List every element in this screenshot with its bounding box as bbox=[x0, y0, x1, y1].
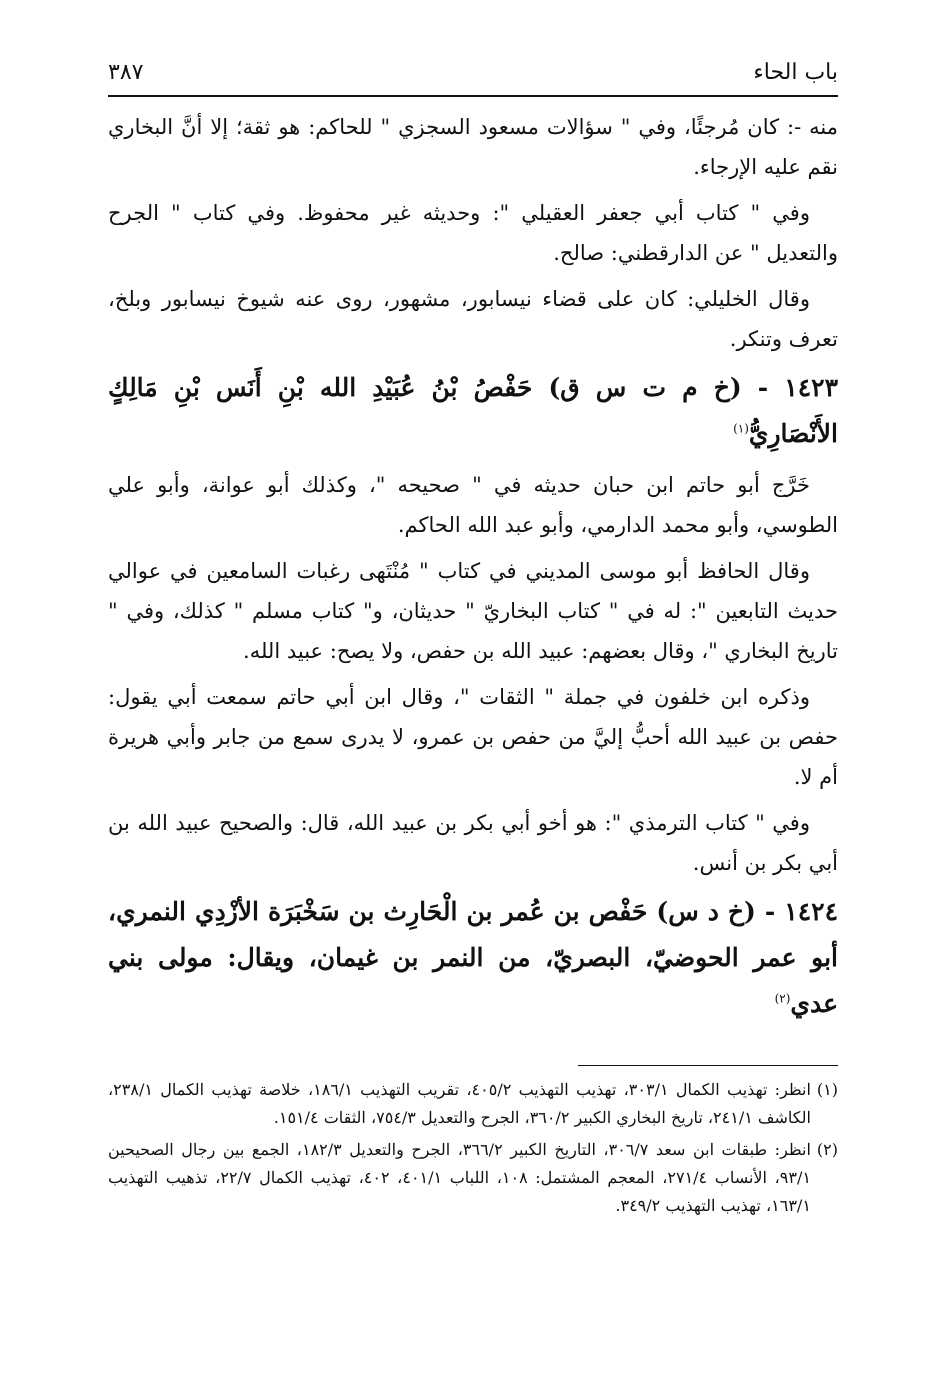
paragraph: وفي " كتاب أبي جعفر العقيلي ": وحديثه غير محفوظ. وفي كتاب " الجرح والتعديل " عن الدارقطني: صالح. bbox=[108, 201, 838, 265]
paragraph: خَرَّج أبو حاتم ابن حبان حديثه في " صحيحه "، وكذلك أبو عوانة، وأبو علي الطوسي، وأبو محمد الدارمي، وأبو عبد الله الحاكم. bbox=[108, 473, 838, 537]
footnote-text: انظر: تهذيب الكمال ٣٠٣/١، تهذيب التهذيب ٤٠٥/٢، تقريب التهذيب ١٨٦/١، خلاصة تهذيب الكمال ٢٣٨/١، الكاشف ٢٤١/١، تاريخ البخاري الكبير ٣٦٠/٢، الجرح والتعديل ٧٥٤/٣، الثقات ١٥١/٤. bbox=[108, 1080, 811, 1127]
paragraph: وقال الخليلي: كان على قضاء نيسابور، مشهور، روى عنه شيوخ نيسابور وبلخ، تعرف وتنكر. bbox=[108, 287, 838, 351]
paragraph: وذكره ابن خلفون في جملة " الثقات "، وقال ابن أبي حاتم سمعت أبي يقول: حفص بن عبيد الله أحبُّ إليَّ من حفص بن عمرو، لا يدرى سمع من جابر وأبي هريرة أم لا. bbox=[108, 685, 838, 789]
entry-heading-1424 bbox=[108, 889, 838, 1027]
footnote-text: انظر: طبقات ابن سعد ٣٠٦/٧، التاريخ الكبير ٣٦٦/٢، الجرح والتعديل ١٨٢/٣، الجمع بين رجال الصحيحين ٩٣/١، الأنساب ٢٧١/٤، المعجم المشتمل: ١٠٨، اللباب ٤٠١/١، ٤٠٢، تهذيب الكمال ٢٢/٧، تذهيب التهذيب ١٦٣/١، تهذيب التهذيب ٣٤٩/٢. bbox=[108, 1140, 811, 1215]
header-rule bbox=[108, 95, 838, 97]
footnote-number: (٢) bbox=[816, 1140, 838, 1159]
footnote-ref: (٢) bbox=[774, 991, 791, 1006]
page-header bbox=[108, 55, 838, 91]
paragraph: وفي " كتاب الترمذي ": هو أخو أبي بكر بن عبيد الله، قال: والصحيح عبيد الله بن أبي بكر بن أنس. bbox=[108, 811, 838, 875]
entry-heading-text: ١٤٢٣ - (خ م ت س ق) حَفْصُ بْنُ عُبَيْدِ الله بْنِ أَنَس بْنِ مَالِكٍ الأَنْصَارِيُّ bbox=[108, 373, 838, 448]
entry-heading-text: ١٤٢٤ - (خ د س) حَفْص بن عُمر بن الْحَارِث بن سَخْبَرَة الأزْدِي النمري، أبو عمر الحوضيّ، البصريّ، من النمر بن غيمان، ويقال: مولى بني عدي bbox=[108, 897, 838, 1018]
book-page bbox=[108, 55, 838, 1224]
footnote-ref: (١) bbox=[733, 421, 749, 436]
entry-heading-1423 bbox=[108, 365, 838, 457]
footnote bbox=[108, 1136, 838, 1220]
footnote-number: (١) bbox=[816, 1080, 838, 1099]
footnote-rule bbox=[578, 1065, 838, 1066]
footnote bbox=[108, 1076, 838, 1132]
paragraph: وقال الحافظ أبو موسى المديني في كتاب " مُنْتَهى رغبات السامعين في عوالي حديث التابعين ": له في " كتاب البخاريّ " حديثان، و" كتاب مسلم " كذلك، وفي " تاريخ البخاري "، وقال بعضهم: عبيد الله بن حفص، ولا يصح: عبيد الله. bbox=[108, 559, 838, 663]
paragraph: منه -: كان مُرجئًا، وفي " سؤالات مسعود السجزي " للحاكم: هو ثقة؛ إلا أنَّ البخاري نقم عليه الإرجاء. bbox=[108, 115, 838, 179]
chapter-title: باب الحاء bbox=[753, 60, 838, 85]
page-number: ٣٨٧ bbox=[108, 60, 144, 85]
